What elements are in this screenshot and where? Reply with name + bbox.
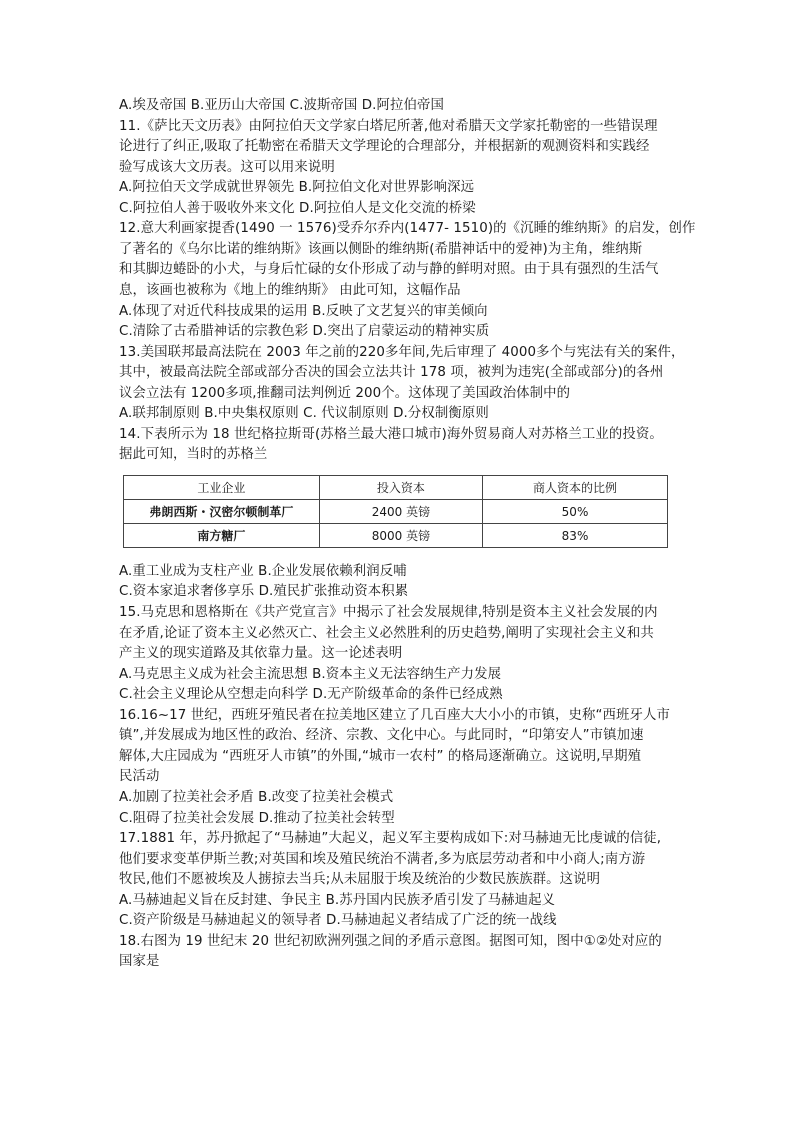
table-cell: 弗朗西斯・汉密尔顿制革厂 bbox=[124, 500, 320, 524]
table-cell: 83% bbox=[483, 524, 668, 548]
text-line: 12.意大利画家提香(1490 一 1576)受乔尔乔内(1477- 1510)的《沉睡的维纳斯》的启发，创作 bbox=[119, 221, 696, 237]
table-header-cell: 投入资本 bbox=[319, 476, 482, 500]
text-line: 民活动 bbox=[119, 769, 160, 785]
text-line: A.马赫迪起义旨在反封建、争民主 B.苏丹国内民族矛盾引发了马赫迪起义 bbox=[119, 892, 556, 908]
text-line: 解体,大庄园成为 “西班牙人市镇”的外围,“城市一农村” 的格局逐渐确立。这说明,早期殖 bbox=[119, 748, 642, 764]
text-line: C.社会主义理论从空想走向科学 D.无产阶级革命的条件已经成熟 bbox=[119, 687, 503, 703]
table-header-cell: 商人资本的比例 bbox=[483, 476, 668, 500]
text-line: 镇”,并发展成为地区性的政治、经济、宗教、文化中心。与此同时，“印第安人”市镇加速 bbox=[119, 728, 644, 744]
text-line: C.阻碍了拉美社会发展 D.推动了拉美社会转型 bbox=[119, 810, 395, 826]
text-line: A.阿拉伯天文学成就世界领先 B.阿拉伯文化对世界影响深远 bbox=[119, 180, 475, 196]
table-header-cell: 工业企业 bbox=[124, 476, 320, 500]
text-line: A.加剧了拉美社会矛盾 B.改变了拉美社会模式 bbox=[119, 789, 394, 805]
text-line: 息，该画也被称为《地上的维纳斯》 由此可知，这幅作品 bbox=[119, 282, 461, 298]
text-line: C.资本家追求奢侈享乐 D.殖民扩张推动资本积累 bbox=[119, 584, 409, 600]
text-line: 和其脚边蜷卧的小犬，与身后忙碌的女仆形成了动与静的鲜明对照。由于具有强烈的生活气 bbox=[119, 262, 659, 278]
text-line: 他们要求变革伊斯兰教;对英国和埃及殖民统治不满者,多为底层劳动者和中小商人;南方游 bbox=[119, 851, 646, 867]
text-line: 15.马克思和恩格斯在《共产党宣言》中揭示了社会发展规律,特别是资本主义社会发展的内 bbox=[119, 605, 658, 620]
text-line: 18.右图为 19 世纪末 20 世纪初欧洲列强之间的矛盾示意图。据图可知，图中①②处对应的 bbox=[119, 933, 662, 949]
text-line: 议会立法有 1200多项,推翻司法判例近 200个。这体现了美国政治体制中的 bbox=[119, 385, 571, 401]
text-line: A.重工业成为支柱产业 B.企业发展依赖利润反哺 bbox=[119, 563, 407, 579]
table-row bbox=[124, 500, 668, 524]
investment-table bbox=[123, 475, 668, 548]
text-line: 据此可知，当时的苏格兰 bbox=[119, 447, 268, 463]
text-line: 牧民,他们不愿被埃及人掳掠去当兵;从未屈服于埃及统治的少数民族族群。这说明 bbox=[119, 872, 601, 888]
text-line: A.埃及帝国 B.亚历山大帝国 C.波斯帝国 D.阿拉伯帝国 bbox=[119, 98, 444, 113]
text-line: 11.《萨比天文历表》由阿拉伯天文学家白塔尼所著,他对希腊天文学家托勒密的一些错误理 bbox=[119, 118, 658, 134]
text-line: A.体现了对近代科技成果的运用 B.反映了文艺复兴的审美倾向 bbox=[119, 303, 488, 319]
table-cell: 50% bbox=[483, 500, 668, 524]
text-line: C.资产阶级是马赫迪起义的领导者 D.马赫迪起义者结成了广泛的统一战线 bbox=[119, 913, 557, 929]
table-row bbox=[124, 524, 668, 548]
text-line: 其中，被最高法院全部或部分否决的国会立法共计 178 项，被判为违宪(全部或部分)的各州 bbox=[119, 365, 664, 381]
table-cell: 南方糖厂 bbox=[124, 524, 320, 548]
table-cell: 2400 英镑 bbox=[319, 500, 482, 524]
text-line: 验写成该大文历表。这可以用来说明 bbox=[119, 159, 335, 175]
text-line: 产主义的现实道路及其依靠力量。这一论述表明 bbox=[119, 646, 403, 662]
text-line: 了著名的《乌尔比诺的维纳斯》该画以侧卧的维纳斯(希腊神话中的爱神)为主角，维纳斯 bbox=[119, 241, 643, 257]
text-line: A.马克思主义成为社会主流思想 B.资本主义无法容纳生产力发展 bbox=[119, 666, 502, 682]
text-line: 16.16~17 世纪，西班牙殖民者在拉美地区建立了几百座大大小小的市镇，史称“西班牙人市 bbox=[119, 707, 670, 723]
text-line: C.阿拉伯人善于吸收外来文化 D.阿拉伯人是文化交流的桥梁 bbox=[119, 200, 476, 216]
text-line: 论进行了纠正,吸取了托勒密在希腊天文学理论的合理部分，并根据新的观测资料和实践经 bbox=[119, 139, 650, 155]
text-line: 在矛盾,论证了资本主义必然灭亡、社会主义必然胜利的历史趋势,阐明了实现社会主义和共 bbox=[119, 625, 654, 641]
text-line: C.清除了古希腊神话的宗教色彩 D.突出了启蒙运动的精神实质 bbox=[119, 324, 490, 340]
text-line: A.联邦制原则 B.中央集权原则 C. 代议制原则 D.分权制衡原则 bbox=[119, 406, 489, 422]
table-header-row bbox=[124, 476, 668, 500]
table-cell: 8000 英镑 bbox=[319, 524, 482, 548]
text-line: 14.下表所示为 18 世纪格拉斯哥(苏格兰最大港口城市)海外贸易商人对苏格兰工业的投资。 bbox=[119, 426, 663, 442]
text-line: 13.美国联邦最高法院在 2003 年之前的220多年间,先后审理了 4000多个与宪法有关的案件， bbox=[119, 344, 685, 360]
text-line: 国家是 bbox=[119, 954, 160, 970]
text-line: 17.1881 年，苏丹掀起了“马赫迪”大起义，起义军主要构成如下:对马赫迪无比虔诚的信徒, bbox=[119, 831, 662, 847]
